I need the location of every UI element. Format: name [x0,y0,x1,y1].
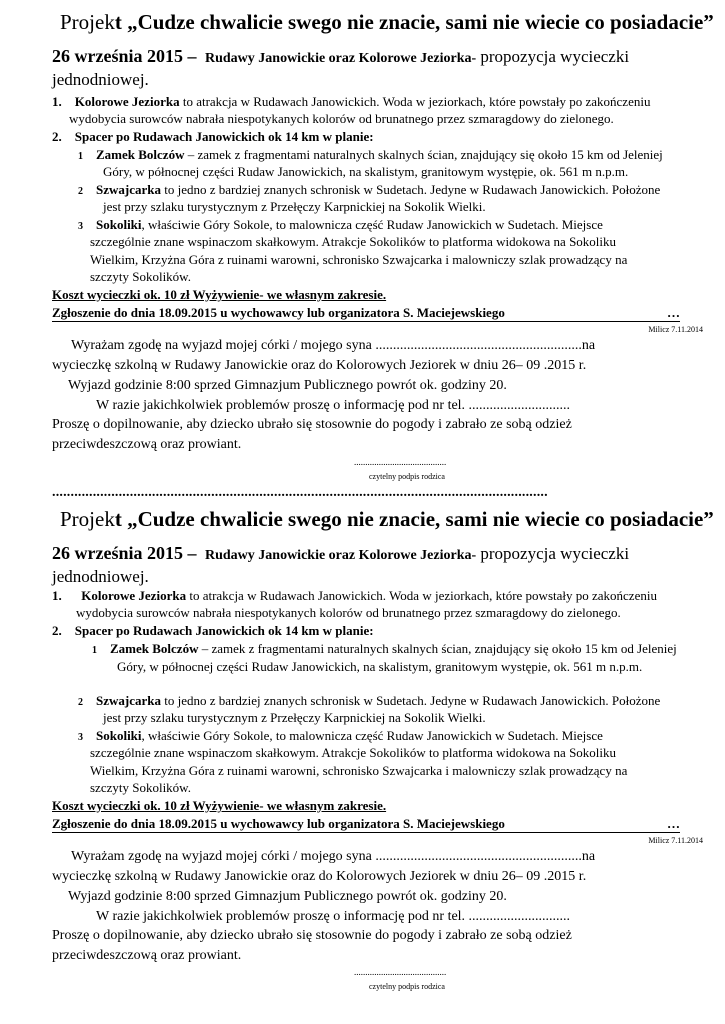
sub-item-3-title: Sokoliki [96,217,142,232]
sub-item-3-text-4: szczyty Sokolików. [90,269,191,284]
request-line-1-2: Proszę o dopilnowanie, aby dziecko ubrało się stosownie do pogody i zabrało ze sobą odzież [52,928,572,943]
item-1-title-2: Kolorowe Jeziorka [81,588,187,603]
sub-item-1-number-2: 1 [92,645,97,656]
sub-item-2-title: Szwajcarka [96,182,161,197]
signup-text-2: Zgłoszenie do dnia 18.09.2015 u wychowawcy lub organizatora S. Maciejewskiego [52,816,505,831]
signup-line [52,305,680,322]
cost-line: Koszt wycieczki ok. 10 zł Wyżywienie- we własnym zakresie. [52,287,387,302]
trip-date: 26 września 2015 – [52,46,197,66]
place-date-2: Milicz 7.11.2014 [648,836,703,845]
signature-field-2: ......................................... [354,967,447,977]
cost-line-2: Koszt wycieczki ok. 10 zł Wyżywienie- we własnym zakresie. [52,798,387,813]
item-1-text-b: to atrakcja w Rudawach Janowickich. Woda w jeziorkach, które powstały po zakończeniu [186,588,657,603]
sub-item-1-number: 1 [78,151,83,162]
departure-line: Wyjazd godzinie 8:00 sprzed Gimnazjum Publicznego powrót ok. godziny 20. [68,378,507,393]
sub-item-1-text-2-b: Góry, w północnej części Rudaw Janowickich, na skalistym, granitowym występie, ok. 561 m n.p.m. [117,659,643,674]
signature-label: czytelny podpis rodzica [369,472,445,481]
sub-item-3-number: 3 [78,221,83,232]
sub-item-2-number: 2 [78,186,83,197]
title-prefix-2: Projek [60,507,115,531]
sub-item-2-number-2: 2 [78,697,83,708]
sub-item-3-text-3-b: Wielkim, Krzyżna Góra z ruinami warowni, schronisko Szwajcarka i malowniczy szlak prowadzący na [90,763,628,778]
item-2-number-2: 2. [52,623,62,638]
signup-ellipsis: … [667,305,680,320]
place-date: Milicz 7.11.2014 [648,325,703,334]
trip-places-2: Rudawy Janowickie oraz Kolorowe Jeziorka- [204,548,477,563]
sub-item-2-text-b: to jedno z bardziej znanych schronisk w Sudetach. Jedyne w Rudawach Janowickich. Położone [161,693,661,708]
consent-line-2-2: wycieczkę szkolną w Rudawy Janowickie oraz do Kolorowych Jeziorek w dniu 26– 09 .2015 r. [52,869,587,884]
cut-line: ...................................................................................................................................... [52,485,548,500]
sub-item-1-2 [92,641,677,657]
proposal-line-2: jednodniowej. [52,70,149,89]
item-1-text-2-b: wydobycia surowców nabrała niespotykanych kolorów od brunatnego przez szmaragdowy do zielonego. [76,605,621,620]
title-prefix: Projek [60,10,115,34]
form-copy-bottom [0,497,725,1009]
sub-item-3-text-2: szczególnie znane wspinaczom skałkowym. Atrakcje Sokolików to platforma widokowa na Sokoliku [90,234,617,249]
trip-date-2: 26 września 2015 – [52,543,197,563]
sub-item-1-title: Zamek Bolczów [96,147,185,162]
item-1-text: to atrakcja w Rudawach Janowickich. Woda w jeziorkach, które powstały po zakończeniu [179,94,651,109]
phone-line-2: W razie jakichkolwiek problemów proszę o informację pod nr tel. ............................. [96,909,571,924]
item-2 [52,129,374,145]
sub-item-2-text: to jedno z bardziej znanych schronisk w Sudetach. Jedyne w Rudawach Janowickich. Położone [161,182,661,197]
signup-text: Zgłoszenie do dnia 18.09.2015 u wychowawcy lub organizatora S. Maciejewskiego [52,305,505,320]
phone-line: W razie jakichkolwiek problemów proszę o informację pod nr tel. ............................. [96,398,571,413]
sub-item-1-text-2: Góry, w północnej części Rudaw Janowickich, na skalistym, granitowym występie, ok. 561 m n.p.m. [103,164,629,179]
date-line-2 [52,543,629,564]
consent-line-1-2: Wyrażam zgodę na wyjazd mojej córki / mojego syna ...........................................................na [71,849,596,864]
consent-line-2: wycieczkę szkolną w Rudawy Janowickie oraz do Kolorowych Jeziorek w dniu 26– 09 .2015 r. [52,358,587,373]
item-2-2 [52,623,374,639]
sub-item-3-number-2: 3 [78,732,83,743]
sub-item-1-text-b: – zamek z fragmentami naturalnych skalnych ścian, znajdujący się około 15 km od Jeleniej [198,641,677,656]
signup-ellipsis-2: … [667,816,680,831]
page-title [60,10,714,35]
sub-item-3-text-4-b: szczyty Sokolików. [90,780,191,795]
date-line [52,46,629,67]
sub-item-2-title-2: Szwajcarka [96,693,161,708]
item-1-title: Kolorowe Jeziorka [74,94,180,109]
sub-item-2-2 [78,693,660,709]
sub-item-1-title-2: Zamek Bolczów [110,641,199,656]
item-1 [52,94,650,110]
sub-item-1-text: – zamek z fragmentami naturalnych skalnych ścian, znajdujący się około 15 km od Jeleniej [184,147,663,162]
sub-item-2-text-2-b: jest przy szlaku turystycznym z Przełęczy Karpnickiej na Sokolik Wielki. [103,710,486,725]
sub-item-3-text-3: Wielkim, Krzyżna Góra z ruinami warowni, schronisko Szwajcarka i malowniczy szlak prowadzący na [90,252,628,267]
proposal-line-2-2: jednodniowej. [52,567,149,586]
item-2-title: Spacer po Rudawach Janowickich ok 14 km w planie: [74,129,374,144]
sub-item-3-2 [78,728,603,744]
sub-item-3-title-2: Sokoliki [96,728,142,743]
request-line-1: Proszę o dopilnowanie, aby dziecko ubrało się stosownie do pogody i zabrało ze sobą odzież [52,417,572,432]
proposal-line-1-2: propozycja wycieczki [480,544,630,563]
sub-item-2-text-2: jest przy szlaku turystycznym z Przełęczy Karpnickiej na Sokolik Wielki. [103,199,486,214]
signature-label-2: czytelny podpis rodzica [369,982,445,991]
proposal-line-1: propozycja wycieczki [480,47,630,66]
title-main-2: t „Cudze chwalicie swego nie znacie, sami nie wiecie co posiadacie” [114,507,714,531]
item-2-number: 2. [52,129,62,144]
request-line-2-2: przeciwdeszczową oraz prowiant. [52,948,242,963]
consent-line-1: Wyrażam zgodę na wyjazd mojej córki / mojego syna ...........................................................na [71,338,596,353]
item-1-text-2: wydobycia surowców nabrała niespotykanych kolorów od brunatnego przez szmaragdowy do zielonego. [69,111,614,126]
item-1-number: 1. [52,94,62,109]
sub-item-3-text-b: , właściwie Góry Sokole, to malownicza część Rudaw Janowickich w Sudetach. Miejsce [141,728,603,743]
signature-field: ......................................... [354,457,447,467]
item-1-number-2: 1. [52,588,62,603]
departure-line-2: Wyjazd godzinie 8:00 sprzed Gimnazjum Publicznego powrót ok. godziny 20. [68,889,507,904]
sub-item-3-text-2-b: szczególnie znane wspinaczom skałkowym. Atrakcje Sokolików to platforma widokowa na Sokoliku [90,745,617,760]
trip-places: Rudawy Janowickie oraz Kolorowe Jeziorka- [204,51,477,66]
sub-item-2 [78,182,660,198]
request-line-2: przeciwdeszczową oraz prowiant. [52,437,242,452]
sub-item-3-text: , właściwie Góry Sokole, to malownicza część Rudaw Janowickich w Sudetach. Miejsce [141,217,603,232]
page-title-2 [60,507,714,532]
sub-item-3 [78,217,603,233]
item-2-title-2: Spacer po Rudawach Janowickich ok 14 km w planie: [74,623,374,638]
title-main: t „Cudze chwalicie swego nie znacie, sami nie wiecie co posiadacie” [114,10,714,34]
signup-line-2 [52,816,680,833]
item-1-2 [52,588,657,604]
sub-item-1 [78,147,663,163]
